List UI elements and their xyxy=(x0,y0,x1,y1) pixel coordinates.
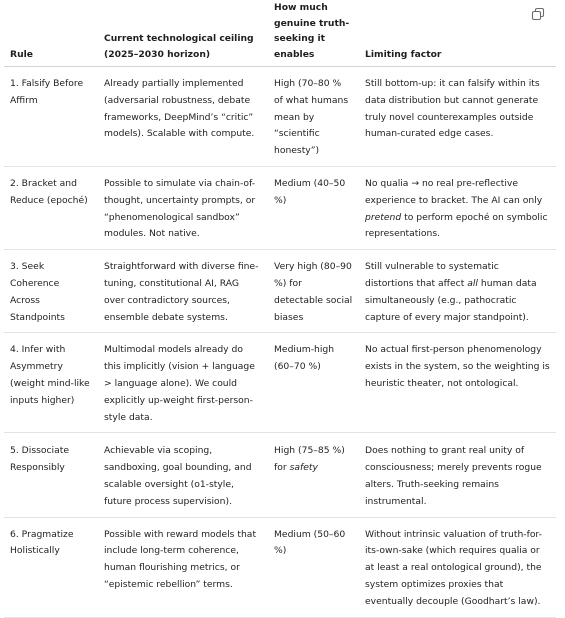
cell-limiting: Does nothing to grant real unity of consciousness; merely prevents rogue alters. Truth-seeking remains instrumental. xyxy=(359,433,556,517)
cell-ceiling: Already partially implemented (adversarial robustness, debate frameworks, DeepMind’s “critic” models). Scalable with compute. xyxy=(98,67,268,167)
cell-enables: Very high (80–90 %) for detectable social biases xyxy=(268,250,359,333)
cell-limiting xyxy=(359,166,556,249)
cell-rule: 5. Dissociate Responsibly xyxy=(4,433,98,517)
cell-enables xyxy=(268,433,359,517)
table-row xyxy=(4,433,556,517)
limiting-text-rest: to perform epoché on symbolic representations. xyxy=(365,211,548,240)
enables-emphasis: safety xyxy=(289,462,318,474)
limiting-text-rest: human data simultaneously (e.g., pathocratic capture of every major standpoint). xyxy=(365,277,537,323)
cell-ceiling: Achievable via scoping, sandboxing, goal bounding, and scalable oversight (o1-style, future process supervision). xyxy=(98,433,268,517)
cell-rule: 3. Seek Coherence Across Standpoints xyxy=(4,250,98,333)
limiting-emphasis: pretend xyxy=(365,211,402,223)
table-row xyxy=(4,67,556,167)
cell-limiting: Without intrinsic valuation of truth-for-its-own-sake (which requires qualia or at least a real ontological ground), the system optimizes proxies that eventually decouple (Goodhart’s law). xyxy=(359,517,556,617)
cell-enables: High (70–80 % of what humans mean by “scientific honesty”) xyxy=(268,67,359,167)
enables-text: High (75–85 %) for xyxy=(274,445,345,474)
header-ceiling: Current technological ceiling (2025–2030 horizon) xyxy=(98,0,268,67)
cell-limiting: No actual first-person phenomenology exists in the system, so the weighting is heuristic theater, not ontological. xyxy=(359,333,556,433)
cell-rule: 2. Bracket and Reduce (epoché) xyxy=(4,166,98,249)
header-enables: How much genuine truth-seeking it enables xyxy=(268,0,359,67)
cell-rule: 6. Pragmatize Holistically xyxy=(4,517,98,617)
cell-limiting: Still bottom-up: it can falsify within its data distribution but cannot generate truly novel counterexamples outside human-curated edge cases. xyxy=(359,67,556,167)
table-row xyxy=(4,333,556,433)
table-row xyxy=(4,250,556,333)
comparison-table-container xyxy=(4,0,556,618)
cell-ceiling: Possible with reward models that include long-term coherence, human flourishing metrics, or “epistemic rebellion” terms. xyxy=(98,517,268,617)
table-row xyxy=(4,517,556,617)
header-rule: Rule xyxy=(4,0,98,67)
cell-enables: Medium (50–60 %) xyxy=(268,517,359,617)
cell-rule: 4. Infer with Asymmetry (weight mind-like inputs higher) xyxy=(4,333,98,433)
limiting-text: Still vulnerable to systematic distortions that affect xyxy=(365,261,499,289)
cell-rule: 1. Falsify Before Affirm xyxy=(4,67,98,167)
header-limiting: Limiting factor xyxy=(359,0,556,67)
limiting-emphasis: all xyxy=(467,277,478,289)
table-header-row xyxy=(4,0,556,67)
cell-ceiling: Possible to simulate via chain-of-thought, uncertainty prompts, or “phenomenological sandbox” modules. Not native. xyxy=(98,166,268,249)
cell-ceiling: Multimodal models already do this implicitly (vision + language > language alone). We could explicitly up-weight first-person-style data. xyxy=(98,333,268,433)
cell-limiting xyxy=(359,250,556,333)
comparison-table xyxy=(4,0,556,618)
table-row xyxy=(4,166,556,249)
cell-enables: Medium (40–50 %) xyxy=(268,166,359,249)
cell-ceiling: Straightforward with diverse fine-tuning, constitutional AI, RAG over contradictory sources, ensemble debate systems. xyxy=(98,250,268,333)
cell-enables: Medium-high (60–70 %) xyxy=(268,333,359,433)
limiting-text: No qualia → no real pre-reflective experience to bracket. The AI can only xyxy=(365,177,543,206)
